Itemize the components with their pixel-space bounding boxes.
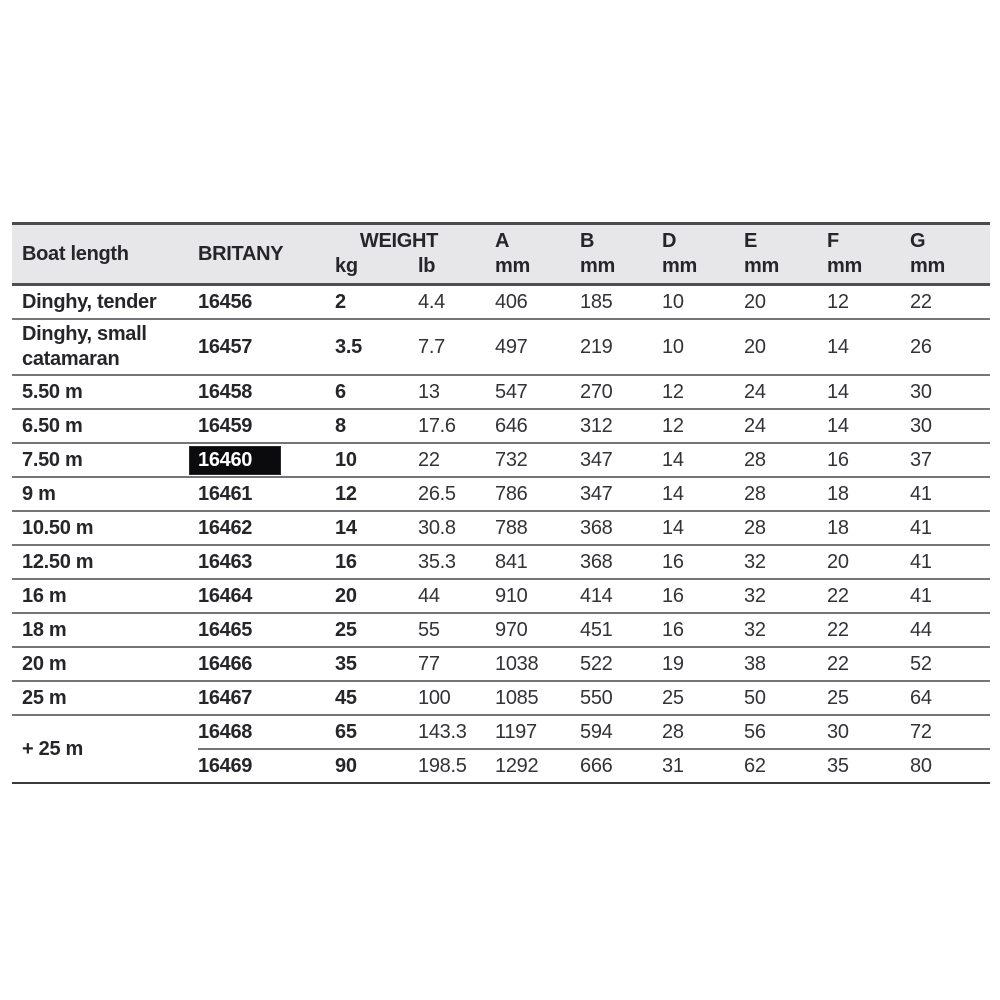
kg-value-cell: 90 (335, 749, 418, 783)
boat-length-cell: Dinghy, small catamaran (12, 319, 198, 375)
table-row (12, 511, 990, 545)
a-value-cell: 788 (495, 511, 580, 545)
g-value-cell: 41 (910, 579, 990, 613)
table-row (12, 613, 990, 647)
highlighted-code-badge: 16460 (190, 447, 280, 474)
g-value-cell: 41 (910, 545, 990, 579)
boat-length-cell: 18 m (12, 613, 198, 647)
a-value-cell: 786 (495, 477, 580, 511)
f-value-cell: 16 (827, 443, 910, 477)
kg-value-cell: 20 (335, 579, 418, 613)
e-value-cell: 24 (744, 375, 827, 409)
header-boat-length (12, 224, 198, 285)
e-value-cell: 20 (744, 319, 827, 375)
lb-value-cell: 4.4 (418, 285, 495, 320)
d-value-cell: 10 (662, 319, 744, 375)
code-text: 16461 (198, 482, 253, 505)
f-value-cell: 18 (827, 477, 910, 511)
e-value-cell: 32 (744, 545, 827, 579)
b-value-cell: 347 (580, 477, 662, 511)
header-dim-e: E mm (744, 224, 827, 285)
header-dim-g: G mm (910, 224, 990, 285)
b-value-cell: 312 (580, 409, 662, 443)
d-value-cell: 12 (662, 375, 744, 409)
lb-value-cell: 22 (418, 443, 495, 477)
g-value-cell: 80 (910, 749, 990, 783)
code-text: 16469 (198, 754, 253, 777)
header-britany (198, 224, 335, 285)
a-value-cell: 1085 (495, 681, 580, 715)
kg-value-cell: 16 (335, 545, 418, 579)
kg-value-cell: 3.5 (335, 319, 418, 375)
lb-value-cell: 35.3 (418, 545, 495, 579)
f-value-cell: 14 (827, 375, 910, 409)
g-value-cell: 44 (910, 613, 990, 647)
table-row (12, 319, 990, 375)
g-value-cell: 41 (910, 477, 990, 511)
britany-code-cell (198, 715, 335, 749)
d-value-cell: 28 (662, 715, 744, 749)
b-value-cell: 594 (580, 715, 662, 749)
code-text: 16467 (198, 686, 253, 709)
kg-value-cell: 6 (335, 375, 418, 409)
b-value-cell: 550 (580, 681, 662, 715)
table-row (12, 443, 990, 477)
lb-value-cell: 77 (418, 647, 495, 681)
e-value-cell: 62 (744, 749, 827, 783)
header-weight-group (335, 224, 495, 285)
lb-value-cell: 143.3 (418, 715, 495, 749)
d-value-cell: 16 (662, 545, 744, 579)
f-value-cell: 22 (827, 613, 910, 647)
g-value-cell: 37 (910, 443, 990, 477)
table-header (12, 224, 990, 285)
f-value-cell: 22 (827, 579, 910, 613)
a-value-cell: 406 (495, 285, 580, 320)
header-dim-b: B mm (580, 224, 662, 285)
f-value-cell: 12 (827, 285, 910, 320)
e-value-cell: 20 (744, 285, 827, 320)
kg-value-cell: 2 (335, 285, 418, 320)
b-value-cell: 451 (580, 613, 662, 647)
b-value-cell: 347 (580, 443, 662, 477)
britany-code-cell (198, 511, 335, 545)
lb-value-cell: 198.5 (418, 749, 495, 783)
g-value-cell: 30 (910, 375, 990, 409)
f-value-cell: 35 (827, 749, 910, 783)
d-value-cell: 12 (662, 409, 744, 443)
britany-code-cell (198, 443, 335, 477)
e-value-cell: 32 (744, 579, 827, 613)
a-value-cell: 1197 (495, 715, 580, 749)
b-value-cell: 185 (580, 285, 662, 320)
table-row (12, 579, 990, 613)
a-value-cell: 732 (495, 443, 580, 477)
kg-value-cell: 45 (335, 681, 418, 715)
b-value-cell: 219 (580, 319, 662, 375)
kg-value-cell: 14 (335, 511, 418, 545)
header-weight-label: WEIGHT (359, 230, 439, 252)
lb-value-cell: 26.5 (418, 477, 495, 511)
d-value-cell: 14 (662, 443, 744, 477)
britany-code-cell (198, 613, 335, 647)
boat-length-cell: 5.50 m (12, 375, 198, 409)
table-row (12, 285, 990, 320)
f-value-cell: 25 (827, 681, 910, 715)
lb-value-cell: 100 (418, 681, 495, 715)
a-value-cell: 841 (495, 545, 580, 579)
header-kg-label: kg (335, 255, 358, 277)
b-value-cell: 368 (580, 511, 662, 545)
lb-value-cell: 30.8 (418, 511, 495, 545)
britany-code-cell (198, 375, 335, 409)
table-row (12, 647, 990, 681)
d-value-cell: 14 (662, 477, 744, 511)
a-value-cell: 910 (495, 579, 580, 613)
anchor-spec-table (12, 222, 990, 784)
britany-code-cell (198, 409, 335, 443)
f-value-cell: 30 (827, 715, 910, 749)
d-value-cell: 14 (662, 511, 744, 545)
lb-value-cell: 44 (418, 579, 495, 613)
code-text: 16463 (198, 550, 253, 573)
e-value-cell: 28 (744, 443, 827, 477)
table-row (12, 477, 990, 511)
b-value-cell: 368 (580, 545, 662, 579)
kg-value-cell: 35 (335, 647, 418, 681)
header-boat-length-label: Boat length (22, 242, 129, 265)
e-value-cell: 38 (744, 647, 827, 681)
boat-length-cell: 9 m (12, 477, 198, 511)
code-text: 16465 (198, 618, 253, 641)
d-value-cell: 16 (662, 579, 744, 613)
boat-length-cell: 12.50 m (12, 545, 198, 579)
kg-value-cell: 12 (335, 477, 418, 511)
kg-value-cell: 25 (335, 613, 418, 647)
code-text: 16468 (198, 720, 253, 743)
f-value-cell: 14 (827, 409, 910, 443)
a-value-cell: 1292 (495, 749, 580, 783)
header-britany-label: BRITANY (198, 242, 284, 265)
g-value-cell: 26 (910, 319, 990, 375)
britany-code-cell (198, 477, 335, 511)
lb-value-cell: 17.6 (418, 409, 495, 443)
g-value-cell: 30 (910, 409, 990, 443)
d-value-cell: 31 (662, 749, 744, 783)
g-value-cell: 72 (910, 715, 990, 749)
boat-length-cell: 25 m (12, 681, 198, 715)
spec-table-body (12, 285, 990, 784)
britany-code-cell (198, 285, 335, 320)
boat-length-cell: Dinghy, tender (12, 285, 198, 320)
d-value-cell: 25 (662, 681, 744, 715)
e-value-cell: 32 (744, 613, 827, 647)
a-value-cell: 646 (495, 409, 580, 443)
boat-length-cell: 10.50 m (12, 511, 198, 545)
table-row (12, 715, 990, 749)
b-value-cell: 414 (580, 579, 662, 613)
code-text: 16459 (198, 414, 253, 437)
britany-code-cell (198, 545, 335, 579)
kg-value-cell: 8 (335, 409, 418, 443)
kg-value-cell: 10 (335, 443, 418, 477)
e-value-cell: 24 (744, 409, 827, 443)
anchor-spec-table-container (12, 222, 990, 784)
e-value-cell: 56 (744, 715, 827, 749)
code-text: 16462 (198, 516, 253, 539)
boat-length-cell: + 25 m (12, 715, 198, 783)
britany-code-cell (198, 681, 335, 715)
a-value-cell: 970 (495, 613, 580, 647)
code-text: 16464 (198, 584, 253, 607)
f-value-cell: 22 (827, 647, 910, 681)
a-value-cell: 1038 (495, 647, 580, 681)
d-value-cell: 19 (662, 647, 744, 681)
header-dim-f: F mm (827, 224, 910, 285)
f-value-cell: 14 (827, 319, 910, 375)
g-value-cell: 52 (910, 647, 990, 681)
boat-length-cell: 20 m (12, 647, 198, 681)
code-text: 16456 (198, 290, 253, 313)
code-text: 16457 (198, 335, 253, 358)
lb-value-cell: 13 (418, 375, 495, 409)
code-text: 16458 (198, 380, 253, 403)
table-row (12, 375, 990, 409)
code-text: 16466 (198, 652, 253, 675)
g-value-cell: 64 (910, 681, 990, 715)
britany-code-cell (198, 579, 335, 613)
britany-code-cell (198, 749, 335, 783)
b-value-cell: 522 (580, 647, 662, 681)
d-value-cell: 10 (662, 285, 744, 320)
header-lb-label: lb (418, 255, 436, 277)
header-dim-a: A mm (495, 224, 580, 285)
e-value-cell: 28 (744, 511, 827, 545)
g-value-cell: 41 (910, 511, 990, 545)
f-value-cell: 18 (827, 511, 910, 545)
lb-value-cell: 7.7 (418, 319, 495, 375)
boat-length-cell: 7.50 m (12, 443, 198, 477)
table-row (12, 409, 990, 443)
boat-length-cell: 6.50 m (12, 409, 198, 443)
g-value-cell: 22 (910, 285, 990, 320)
a-value-cell: 547 (495, 375, 580, 409)
header-dim-d: D mm (662, 224, 744, 285)
table-row (12, 545, 990, 579)
e-value-cell: 50 (744, 681, 827, 715)
b-value-cell: 666 (580, 749, 662, 783)
boat-length-cell: 16 m (12, 579, 198, 613)
britany-code-cell (198, 647, 335, 681)
table-row (12, 681, 990, 715)
kg-value-cell: 65 (335, 715, 418, 749)
b-value-cell: 270 (580, 375, 662, 409)
lb-value-cell: 55 (418, 613, 495, 647)
a-value-cell: 497 (495, 319, 580, 375)
britany-code-cell (198, 319, 335, 375)
d-value-cell: 16 (662, 613, 744, 647)
e-value-cell: 28 (744, 477, 827, 511)
f-value-cell: 20 (827, 545, 910, 579)
